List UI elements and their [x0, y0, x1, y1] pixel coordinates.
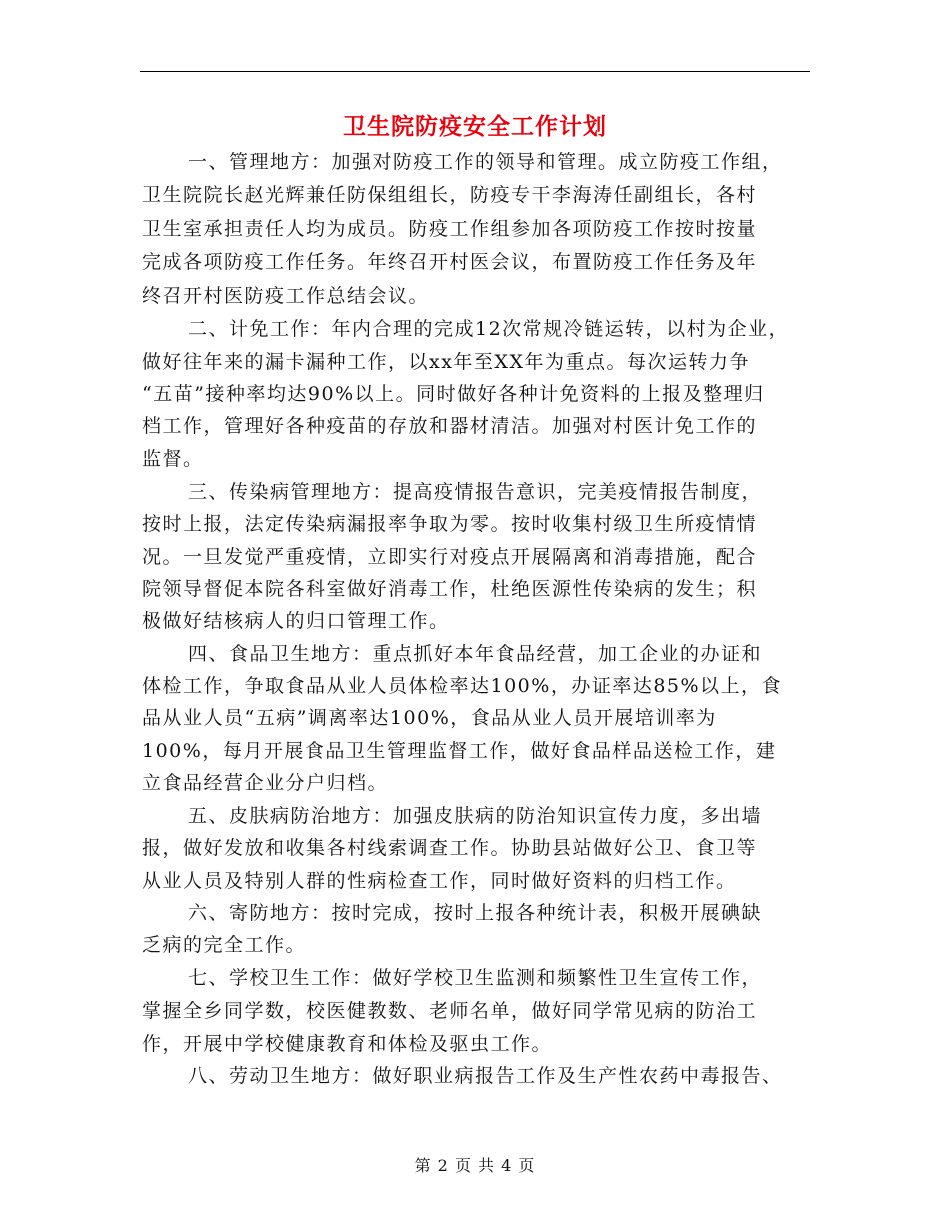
text-line: 三、传染病管理地方：提高疫情报告意识，完美疫情报告制度， — [188, 481, 763, 503]
text-line: “五苗”接种率均达90%以上。同时做好各种计免资料的上报及整理归 — [142, 383, 765, 405]
text-line: 七、学校卫生工作：做好学校卫生监测和频繁性卫生宣传工作， — [188, 967, 763, 989]
text-line: 极做好结核病人的归口管理工作。 — [142, 610, 450, 632]
page-footer: 第 2 页 共 4 页 — [414, 1156, 536, 1175]
document-title: 卫生院防疫安全工作计划 — [343, 113, 607, 140]
text-line: 一、管理地方：加强对防疫工作的领导和管理。成立防疫工作组， — [188, 151, 783, 173]
text-line: 卫生院院长赵光辉兼任防保组组长，防疫专干李海涛任副组长，各村 — [142, 184, 758, 206]
text-line: 终召开村医防疫工作总结会议。 — [142, 285, 430, 307]
text-line: 100%，每月开展食品卫生管理监督工作，做好食品样品送检工作，建 — [142, 740, 777, 762]
text-line: 乏病的完全工作。 — [142, 934, 307, 956]
text-line: 监督。 — [142, 448, 204, 470]
text-line: 况。一旦发觉严重疫情，立即实行对疫点开展隔离和消毒措施，配合 — [142, 546, 758, 568]
text-line: 档工作，管理好各种疫苗的存放和器材清洁。加强对村医计免工作的 — [142, 415, 758, 437]
text-line: 作，开展中学校健康教育和体检及驱虫工作。 — [142, 1033, 553, 1055]
text-line: 卫生室承担责任人均为成员。防疫工作组参加各项防疫工作按时按量 — [142, 218, 758, 240]
text-line: 按时上报，法定传染病漏报率争取为零。按时收集村级卫生所疫情情 — [142, 513, 758, 535]
text-line: 二、计免工作：年内合理的完成12次常规冷链运转，以村为企业， — [188, 318, 790, 340]
text-line: 立食品经营企业分户归档。 — [142, 772, 389, 794]
text-line: 五、皮肤病防治地方：加强皮肤病的防治知识宣传力度，多出墙 — [188, 805, 763, 827]
text-line: 从业人员及特别人群的性病检查工作，同时做好资料的归档工作。 — [142, 870, 737, 892]
text-line: 四、食品卫生地方：重点抓好本年食品经营，加工企业的办证和 — [188, 643, 763, 665]
text-line: 院领导督促本院各科室做好消毒工作，杜绝医源性传染病的发生；积 — [142, 578, 758, 600]
text-line: 八、劳动卫生地方：做好职业病报告工作及生产性农药中毒报告、 — [188, 1065, 783, 1087]
text-line: 掌握全乡同学数，校医健教数、老师名单，做好同学常见病的防治工 — [142, 1000, 758, 1022]
text-line: 完成各项防疫工作任务。年终召开村医会议，布置防疫工作任务及年 — [142, 251, 758, 273]
header-rule — [140, 71, 810, 72]
text-line: 品从业人员“五病”调离率达100%，食品从业人员开展培训率为 — [142, 707, 717, 729]
text-line: 六、寄防地方：按时完成，按时上报各种统计表，积极开展碘缺 — [188, 902, 763, 924]
text-line: 做好往年来的漏卡漏种工作，以xx年至XX年为重点。每次运转力争 — [142, 351, 750, 373]
text-line: 报，做好发放和收集各村线索调查工作。协助县站做好公卫、食卫等 — [142, 837, 758, 859]
text-line: 体检工作，争取食品从业人员体检率达100%，办证率达85%以上，食 — [142, 675, 783, 697]
